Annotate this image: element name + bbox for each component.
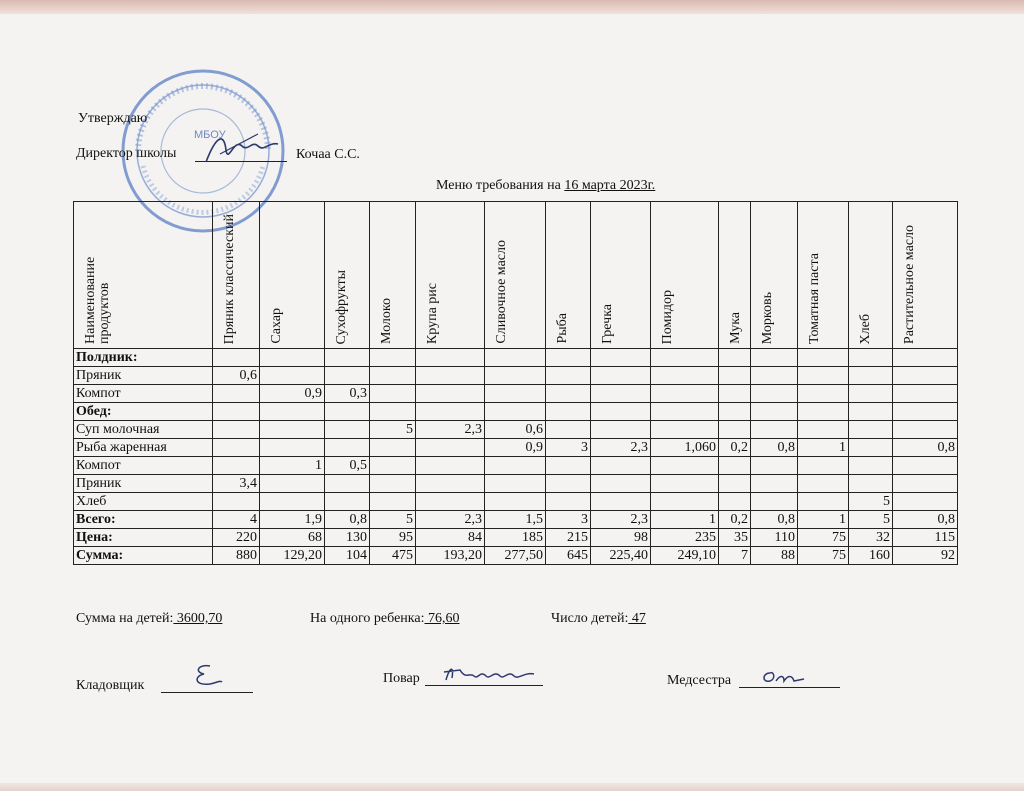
table-cell: [751, 475, 798, 493]
table-cell: [213, 349, 260, 367]
table-cell: 1,5: [485, 511, 546, 529]
table-cell: [260, 421, 325, 439]
table-cell: 2,3: [416, 511, 485, 529]
table-cell: 0,8: [893, 511, 958, 529]
header-column: Сахар: [260, 202, 325, 349]
table-cell: [751, 367, 798, 385]
row-label: Полдник:: [74, 349, 213, 367]
cook-signature: [440, 662, 540, 684]
table-cell: [416, 493, 485, 511]
cook-line: [425, 685, 543, 686]
header-column: Пряник классический: [213, 202, 260, 349]
row-label: Компот: [74, 385, 213, 403]
table-cell: [651, 421, 719, 439]
per-child: [310, 611, 459, 627]
table-cell: [591, 493, 651, 511]
table-cell: [325, 439, 370, 457]
table-cell: 68: [260, 529, 325, 547]
table-cell: 215: [546, 529, 591, 547]
table-row: [74, 421, 958, 439]
table-cell: [213, 421, 260, 439]
storekeeper-signature: [188, 660, 228, 690]
header-column: Рыба: [546, 202, 591, 349]
table-cell: 88: [751, 547, 798, 565]
table-cell: 645: [546, 547, 591, 565]
table-cell: 225,40: [591, 547, 651, 565]
row-label: Компот: [74, 457, 213, 475]
table-cell: 3: [546, 511, 591, 529]
table-cell: [849, 457, 893, 475]
table-cell: [751, 349, 798, 367]
table-cell: 0,8: [325, 511, 370, 529]
table-cell: [213, 493, 260, 511]
table-header-row: [74, 202, 958, 349]
table-cell: [485, 493, 546, 511]
table-cell: 0,5: [325, 457, 370, 475]
table-cell: 2,3: [591, 511, 651, 529]
cook-label: Повар: [383, 671, 420, 686]
table-cell: 1: [798, 439, 849, 457]
table-cell: [719, 493, 751, 511]
table-cell: 1: [798, 511, 849, 529]
stamp-label: МБОУ: [194, 129, 226, 141]
table-cell: [719, 349, 751, 367]
menu-date: 16 марта 2023г.: [564, 178, 656, 193]
children-count-label: Число детей:: [551, 611, 629, 626]
table-cell: 3: [546, 439, 591, 457]
table-cell: [416, 385, 485, 403]
row-label: Всего:: [74, 511, 213, 529]
table-body: [74, 349, 958, 565]
table-cell: [260, 439, 325, 457]
table-cell: 75: [798, 547, 849, 565]
row-label: Обед:: [74, 403, 213, 421]
header-column: Молоко: [370, 202, 416, 349]
header-column: Помидор: [651, 202, 719, 349]
table-cell: [719, 475, 751, 493]
table-cell: 185: [485, 529, 546, 547]
table-cell: 220: [213, 529, 260, 547]
table-cell: [719, 367, 751, 385]
table-cell: [370, 457, 416, 475]
scan-edge-bottom: [0, 783, 1024, 791]
table-cell: [546, 493, 591, 511]
row-label: Пряник: [74, 367, 213, 385]
table-cell: [370, 439, 416, 457]
table-cell: 129,20: [260, 547, 325, 565]
table-cell: [849, 421, 893, 439]
table-cell: 235: [651, 529, 719, 547]
table-cell: 0,9: [485, 439, 546, 457]
children-sum: [76, 611, 222, 627]
table-cell: 5: [370, 511, 416, 529]
table-cell: [546, 349, 591, 367]
table-cell: [893, 475, 958, 493]
table-cell: [370, 385, 416, 403]
table-row: [74, 349, 958, 367]
table-cell: 5: [849, 493, 893, 511]
table-cell: [893, 457, 958, 475]
table-cell: [591, 421, 651, 439]
table-cell: [416, 439, 485, 457]
table-row: [74, 457, 958, 475]
table-cell: 880: [213, 547, 260, 565]
table-cell: 249,10: [651, 547, 719, 565]
table-cell: 0,3: [325, 385, 370, 403]
table-row: [74, 403, 958, 421]
header-column: Растительное масло: [893, 202, 958, 349]
table-cell: 0,9: [260, 385, 325, 403]
table-cell: [751, 385, 798, 403]
table-cell: [416, 367, 485, 385]
menu-title-prefix: Меню требования на: [436, 178, 565, 193]
table-cell: [416, 457, 485, 475]
table-cell: 0,2: [719, 511, 751, 529]
table-cell: [546, 385, 591, 403]
table-cell: [370, 403, 416, 421]
table-cell: [260, 493, 325, 511]
nurse-line: [739, 687, 840, 688]
table-cell: [260, 367, 325, 385]
row-label: Сумма:: [74, 547, 213, 565]
table-cell: [325, 367, 370, 385]
table-cell: 193,20: [416, 547, 485, 565]
table-cell: [546, 421, 591, 439]
table-cell: [370, 367, 416, 385]
header-column: Сливочное масло: [485, 202, 546, 349]
table-cell: [751, 421, 798, 439]
table-cell: [546, 475, 591, 493]
table-cell: 32: [849, 529, 893, 547]
table-cell: [849, 349, 893, 367]
children-sum-label: Сумма на детей:: [76, 611, 174, 626]
table-cell: 0,2: [719, 439, 751, 457]
table-cell: [893, 493, 958, 511]
table-cell: [591, 349, 651, 367]
table-cell: [485, 457, 546, 475]
table-row: [74, 493, 958, 511]
header-column: Хлеб: [849, 202, 893, 349]
table-cell: [325, 493, 370, 511]
table-cell: 0,8: [751, 511, 798, 529]
table-cell: [485, 385, 546, 403]
table-cell: [651, 403, 719, 421]
table-cell: [591, 367, 651, 385]
table-cell: 277,50: [485, 547, 546, 565]
table-cell: [798, 457, 849, 475]
table-cell: [651, 385, 719, 403]
table-cell: [893, 385, 958, 403]
table-cell: 130: [325, 529, 370, 547]
table-row: [74, 547, 958, 565]
table-cell: 5: [849, 511, 893, 529]
table-cell: 2,3: [416, 421, 485, 439]
per-child-value: 76,60: [424, 611, 460, 626]
table-cell: 0,6: [213, 367, 260, 385]
table-cell: [849, 439, 893, 457]
table-cell: 4: [213, 511, 260, 529]
table-cell: [416, 349, 485, 367]
table-cell: [370, 493, 416, 511]
table-cell: 3,4: [213, 475, 260, 493]
table-cell: [849, 475, 893, 493]
table-cell: 95: [370, 529, 416, 547]
table-cell: 2,3: [591, 439, 651, 457]
table-cell: [260, 349, 325, 367]
table-cell: [591, 403, 651, 421]
table-cell: [546, 457, 591, 475]
header-column: Сухофрукты: [325, 202, 370, 349]
table-cell: [893, 403, 958, 421]
table-cell: [213, 457, 260, 475]
table-cell: [213, 403, 260, 421]
table-cell: [798, 349, 849, 367]
header-column: Морковь: [751, 202, 798, 349]
table-cell: 0,6: [485, 421, 546, 439]
row-label: Суп молочная: [74, 421, 213, 439]
table-cell: 7: [719, 547, 751, 565]
per-child-label: На одного ребенка:: [310, 611, 425, 626]
table-cell: [719, 457, 751, 475]
table-cell: [798, 385, 849, 403]
table-cell: 84: [416, 529, 485, 547]
table-row: [74, 511, 958, 529]
table-cell: 35: [719, 529, 751, 547]
table-row: [74, 439, 958, 457]
table-row: [74, 385, 958, 403]
table-cell: [591, 457, 651, 475]
storekeeper-line: [161, 692, 253, 693]
table-cell: 75: [798, 529, 849, 547]
table-cell: [485, 403, 546, 421]
table-cell: [651, 457, 719, 475]
nurse-signature: [758, 667, 808, 687]
table-cell: 1: [651, 511, 719, 529]
director-name: Кочаа С.С.: [296, 147, 360, 162]
children-count-value: 47: [628, 611, 646, 626]
table-cell: [798, 367, 849, 385]
table-cell: [893, 367, 958, 385]
table-cell: [651, 349, 719, 367]
table-cell: [719, 385, 751, 403]
table-cell: [798, 421, 849, 439]
table-cell: [849, 367, 893, 385]
table-cell: 475: [370, 547, 416, 565]
director-label: Директор школы: [76, 146, 177, 161]
table-cell: [591, 385, 651, 403]
table-cell: 5: [370, 421, 416, 439]
table-cell: [798, 403, 849, 421]
table-row: [74, 529, 958, 547]
table-cell: 98: [591, 529, 651, 547]
row-label: Пряник: [74, 475, 213, 493]
table-cell: [893, 421, 958, 439]
table-cell: 104: [325, 547, 370, 565]
table-cell: 0,8: [751, 439, 798, 457]
table-cell: 160: [849, 547, 893, 565]
header-column: Крупа рис: [416, 202, 485, 349]
header-column: Томатная паста: [798, 202, 849, 349]
table-cell: [651, 493, 719, 511]
table-cell: [849, 385, 893, 403]
table-cell: 0,8: [893, 439, 958, 457]
table-cell: [260, 475, 325, 493]
table-cell: [591, 475, 651, 493]
table-cell: [719, 421, 751, 439]
menu-requirements-table: [73, 201, 958, 565]
table-cell: [751, 403, 798, 421]
storekeeper-label: Кладовщик: [76, 678, 145, 693]
approve-title: Утверждаю: [78, 111, 148, 126]
table-cell: [849, 403, 893, 421]
table-cell: [651, 367, 719, 385]
director-signature: [198, 128, 290, 168]
table-cell: [213, 385, 260, 403]
header-product-name: Наименование продуктов: [74, 202, 213, 349]
table-cell: [416, 403, 485, 421]
table-cell: [260, 403, 325, 421]
row-label: Рыба жаренная: [74, 439, 213, 457]
row-label: Цена:: [74, 529, 213, 547]
table-cell: [893, 349, 958, 367]
scan-edge-top: [0, 0, 1024, 14]
table-cell: [751, 457, 798, 475]
table-cell: 110: [751, 529, 798, 547]
table-cell: [416, 475, 485, 493]
table-cell: [651, 475, 719, 493]
children-sum-value: 3600,70: [173, 611, 223, 626]
table-cell: [546, 403, 591, 421]
menu-title: [436, 178, 655, 194]
table-cell: [325, 349, 370, 367]
table-cell: [485, 475, 546, 493]
table-cell: 115: [893, 529, 958, 547]
table-row: [74, 475, 958, 493]
table-row: [74, 367, 958, 385]
table-cell: [798, 475, 849, 493]
table-cell: [719, 403, 751, 421]
table-cell: 1,9: [260, 511, 325, 529]
table-cell: [370, 349, 416, 367]
row-label: Хлеб: [74, 493, 213, 511]
table-cell: [370, 475, 416, 493]
header-column: Гречка: [591, 202, 651, 349]
table-cell: 1: [260, 457, 325, 475]
table-cell: [325, 403, 370, 421]
table-cell: 92: [893, 547, 958, 565]
table-cell: [325, 421, 370, 439]
table-cell: [325, 475, 370, 493]
header-column: Мука: [719, 202, 751, 349]
table-cell: [546, 367, 591, 385]
children-count: [551, 611, 646, 627]
nurse-label: Медсестра: [667, 673, 732, 688]
table-cell: [485, 349, 546, 367]
table-cell: [485, 367, 546, 385]
table-cell: [798, 493, 849, 511]
table-cell: [213, 439, 260, 457]
table-cell: [751, 493, 798, 511]
table-cell: 1,060: [651, 439, 719, 457]
